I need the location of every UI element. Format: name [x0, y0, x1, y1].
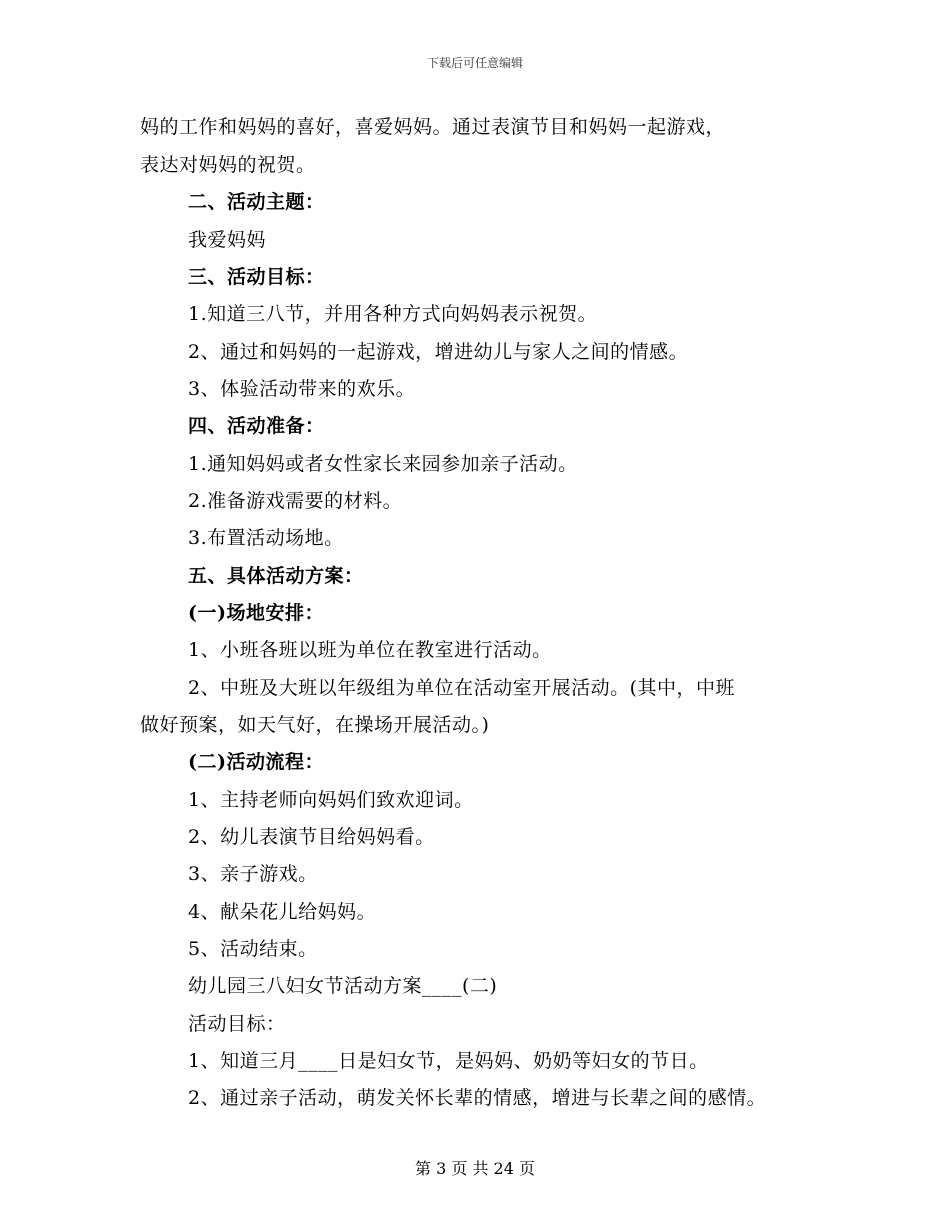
- section-heading: 三、活动目标：: [188, 266, 325, 288]
- list-item: 1、主持老师向妈妈们致欢迎词。: [188, 789, 474, 811]
- list-item: 2、幼儿表演节目给妈妈看。: [188, 826, 435, 848]
- subsection-heading: (二)活动流程：: [188, 751, 324, 773]
- section-heading: 四、活动准备：: [188, 415, 325, 437]
- paragraph-line: 我爱妈妈: [188, 229, 267, 251]
- paragraph-line: 表达对妈妈的祝贺。: [140, 154, 316, 176]
- paragraph-line: 妈的工作和妈妈的喜好，喜爱妈妈。通过表演节目和妈妈一起游戏，: [140, 116, 726, 138]
- section-heading: 五、具体活动方案：: [188, 565, 364, 587]
- header-note: 下载后可任意编辑: [426, 56, 523, 70]
- list-item: 2、中班及大班以年级组为单位在活动室开展活动。(其中，中班: [188, 677, 736, 699]
- list-item: 2.准备游戏需要的材料。: [188, 490, 403, 512]
- list-item: 1.知道三八节，并用各种方式向妈妈表示祝贺。: [188, 303, 598, 325]
- list-item: 2、通过亲子活动，萌发关怀长辈的情感，增进与长辈之间的感情。: [188, 1087, 767, 1109]
- subsection-heading: (一)场地安排：: [188, 602, 324, 624]
- section-heading: 二、活动主题：: [188, 191, 325, 213]
- list-item: 3.布置活动场地。: [188, 527, 344, 549]
- list-item: 2、通过和妈妈的一起游戏，增进幼儿与家人之间的情感。: [188, 341, 689, 363]
- list-item: 1.通知妈妈或者女性家长来园参加亲子活动。: [188, 453, 578, 475]
- list-item: 5、活动结束。: [188, 938, 318, 960]
- list-item: 1、知道三月____日是妇女节，是妈妈、奶奶等妇女的节日。: [188, 1050, 709, 1072]
- paragraph-line: 活动目标：: [188, 1013, 286, 1035]
- list-item: 1、小班各班以班为单位在教室进行活动。: [188, 639, 552, 661]
- page-number: 第 3 页 共 24 页: [415, 1159, 535, 1178]
- paragraph-line: 做好预案，如天气好，在操场开展活动。): [140, 714, 490, 736]
- document-title-line: 幼儿园三八妇女节活动方案____(二): [188, 975, 498, 997]
- list-item: 3、亲子游戏。: [188, 863, 318, 885]
- list-item: 4、献朵花儿给妈妈。: [188, 901, 377, 923]
- list-item: 3、体验活动带来的欢乐。: [188, 378, 416, 400]
